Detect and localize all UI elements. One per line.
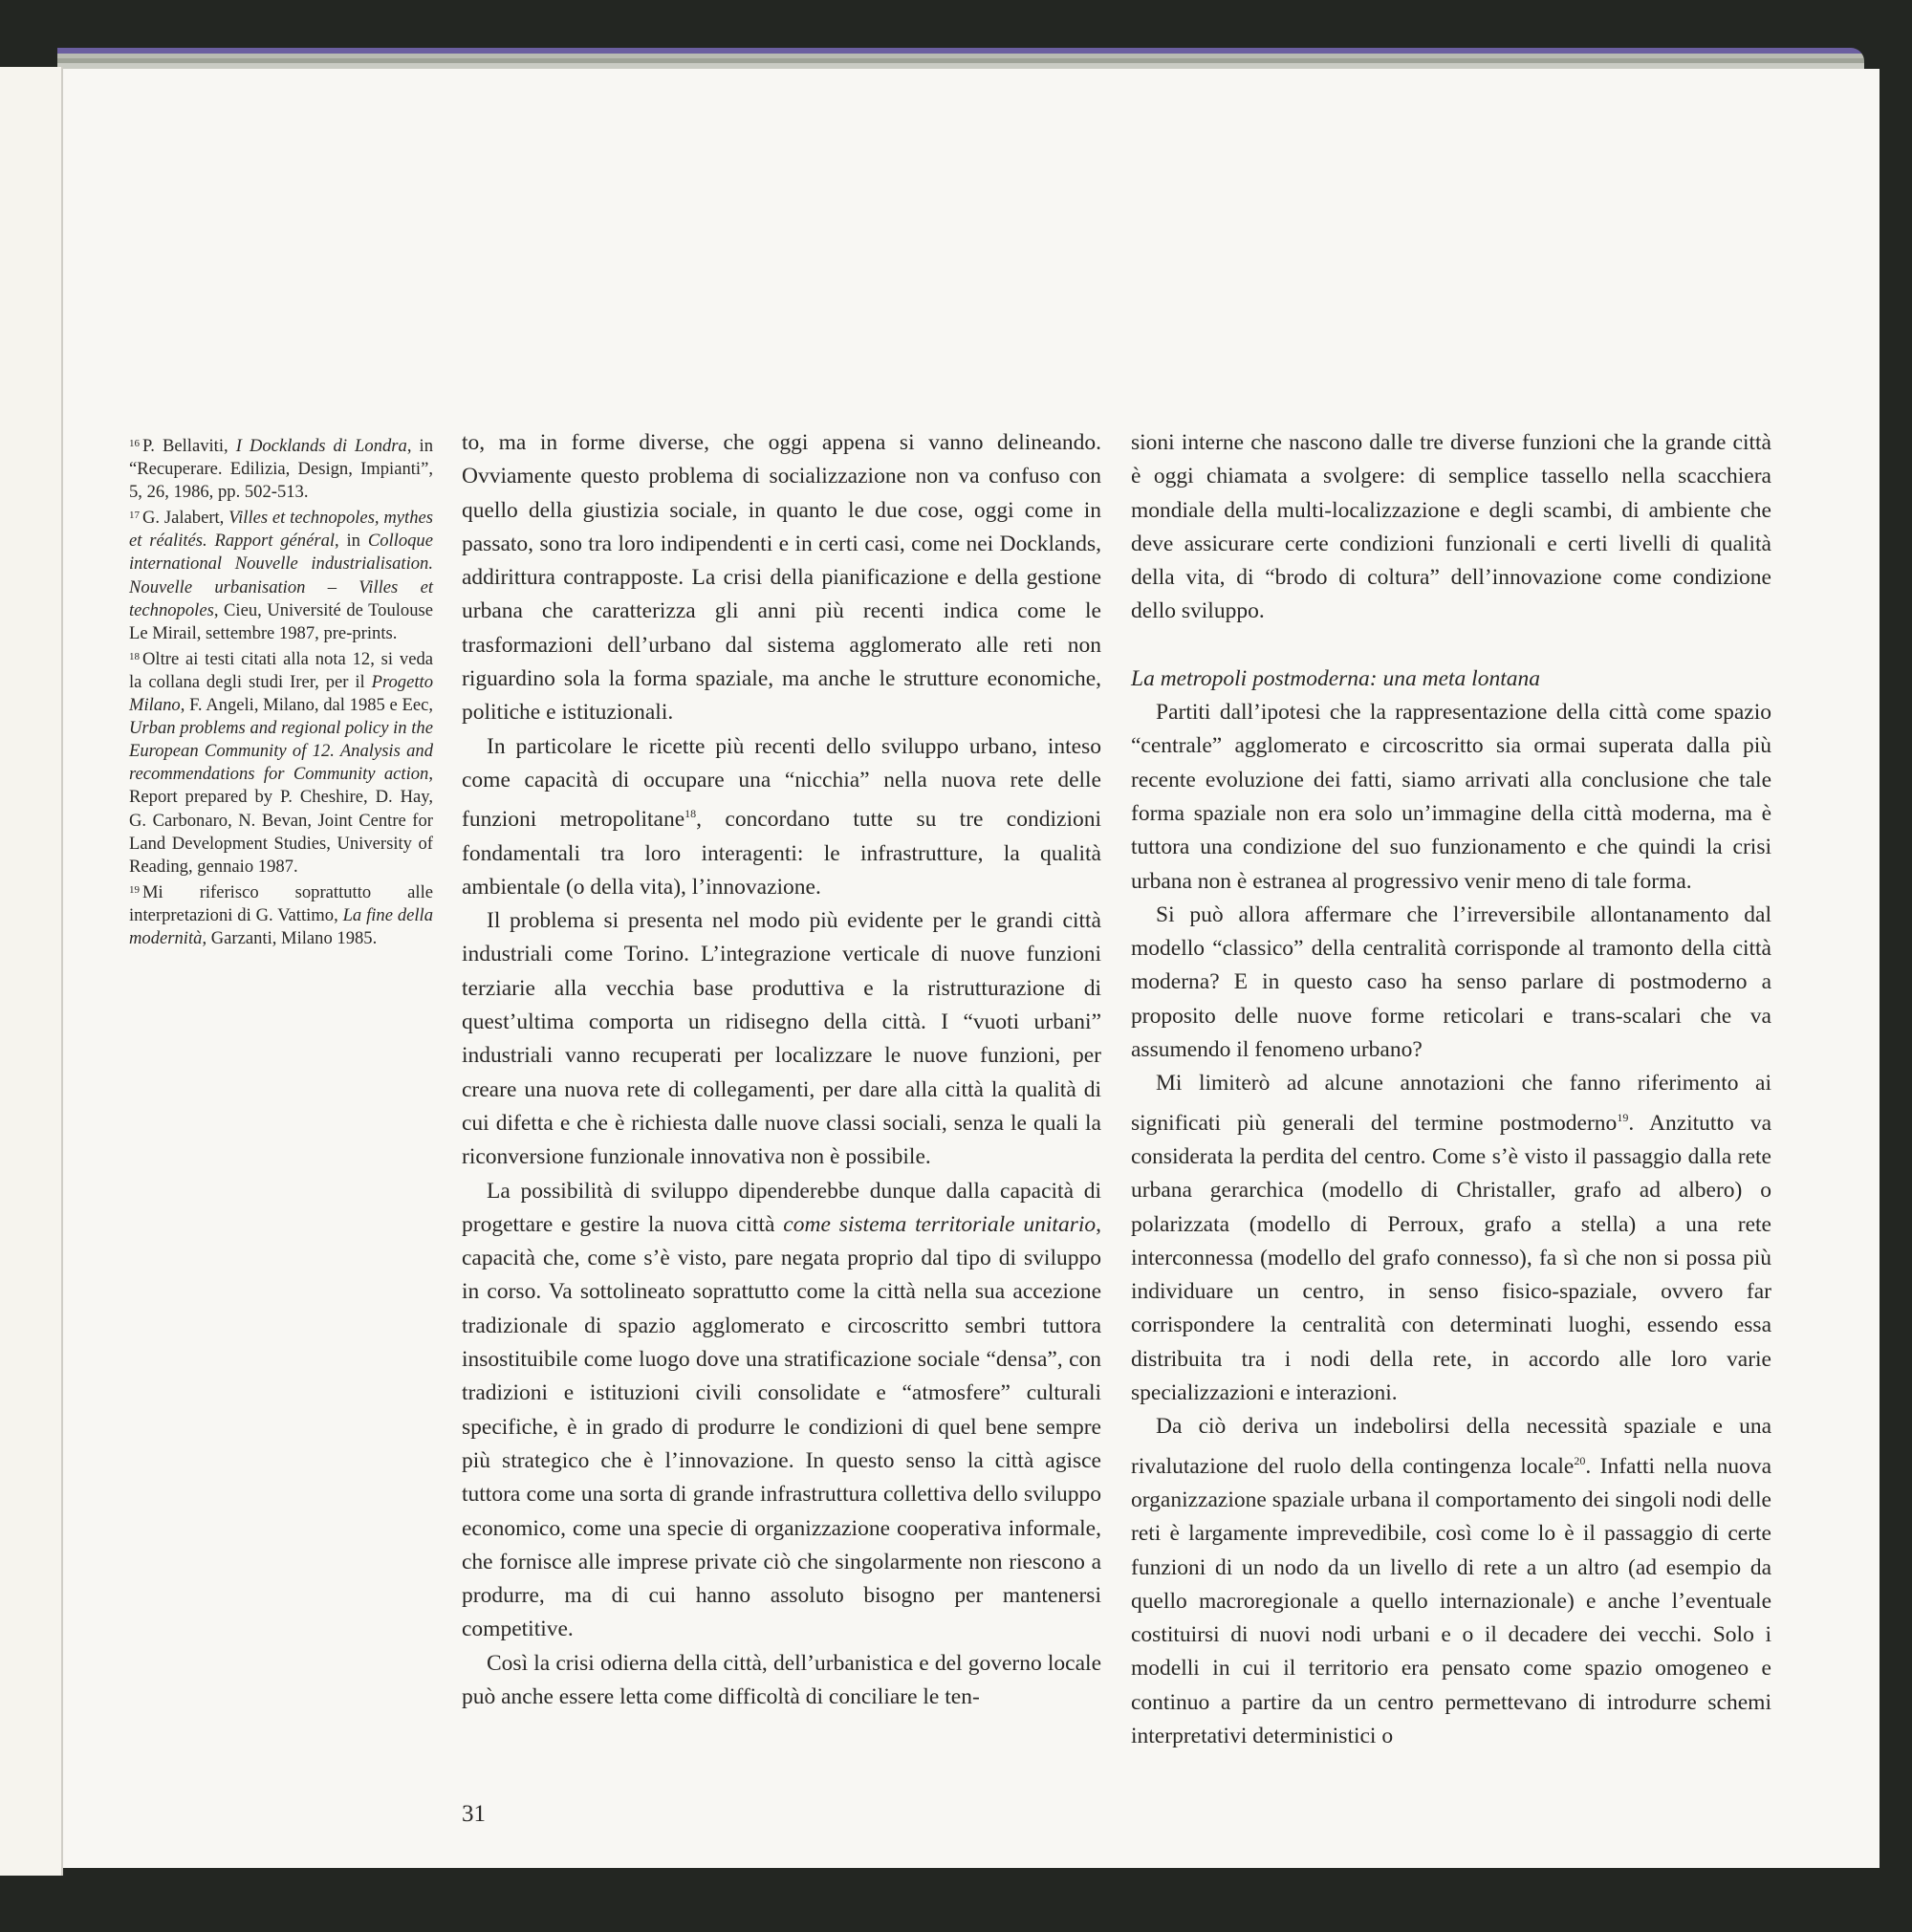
body-paragraph: [1131, 426, 1771, 629]
footnote: [129, 879, 433, 950]
italic-text: come sistema territoriale unitario: [783, 1211, 1097, 1237]
footnote-ref: 19: [1617, 1110, 1629, 1124]
text-run: , capacità che, come s’è visto, pare negata proprio dal tipo di sviluppo in corso. Va sottolineato soprattutto come la città nella sua accezione tradizionale di spazio agglomerato e circoscritto sembri tuttora insostituibile come luogo dove una stratificazione sociale “densa”, con tradizioni e istituzioni civili consolidate e “atmosfere” culturali specifiche, è in grado di produrre le condizioni di quel bene sempre più strategico che è l’innovazione. In questo senso la città agisce tuttora come una sorta di grande infrastruttura collettiva dello sviluppo economico, come una specie di organizzazione cooperativa informale, che fornisce alle imprese private ciò che singolarmente non riescono a produrre, ma di cui hanno assoluto bisogno per mantenersi competitive.: [462, 1211, 1101, 1642]
footnotes-column: [129, 432, 433, 950]
body-paragraph: [462, 730, 1101, 904]
italic-text: I Docklands di Londra: [235, 436, 407, 456]
section-heading: La metropoli postmoderna: una meta lontana: [1131, 665, 1540, 691]
italic-text: Colloque international Nouvelle industrialisation. Nouvelle urbanisation – Villes et technopoles: [129, 531, 433, 620]
footnote-number: 16: [129, 438, 140, 449]
text-run: Il problema si presenta nel modo più evidente per le grandi città industriali come Torino. L’integrazione verticale di nuove funzioni terziarie alla vecchia base produttiva e la ristrutturazione di quest’ultima comporta un ridisegno della città. I “vuoti urbani” industriali vanno recuperati per localizzare le nuove funzioni, per creare una nuova rete di collegamenti, per dare alla città la qualità di cui difetta e che è richiesta dalle nuove classi sociali, senza le quali la riconversione funzionale innovativa non è possibile.: [462, 908, 1101, 1170]
footnote-number: 17: [129, 510, 140, 522]
text-run: , in: [335, 531, 368, 552]
italic-text: Villes et technopoles, mythes et réalités. Rapport général: [129, 508, 434, 552]
footnote-number: 18: [129, 650, 140, 662]
text-run: Partiti dall’ipotesi che la rappresentazione della città come spazio “centrale” agglomerato e circoscritto sia ormai superata dalla più recente evoluzione dei fatti, siamo arrivati alla conclusione che tale forma spaziale non era solo un’immagine della città moderna, ma è tuttora una condizione del suo funzionamento e che quindi la crisi urbana non è estranea al progressivo venir meno di tale forma.: [1131, 700, 1771, 894]
body-paragraph: [1131, 899, 1771, 1067]
page-stack-edge: [57, 48, 1864, 71]
body-paragraph: [462, 904, 1101, 1174]
italic-text: Urban problems and regional policy in the European Community of 12. Analysis and recommendations for Community action: [129, 718, 433, 785]
text-run: G. Jalabert,: [142, 508, 229, 529]
text-run: , Cieu, Université de Toulouse Le Mirail, settembre 1987, pre-prints.: [129, 599, 433, 643]
text-run: Si può allora affermare che l’irreversibile allontanamento dal modello “classico” della centralità corrisponde al tramonto della città moderna? E in questo caso ha senso parlare di postmoderno a proposito delle nuove forme reticolari e trans-scalari che va assumendo il fenomeno urbano?: [1131, 901, 1771, 1063]
text-run: Mi limiterò ad alcune annotazioni che fanno riferimento ai significati più generali del termine postmoderno: [1131, 1071, 1771, 1136]
page-number: 31: [462, 1801, 486, 1827]
body-paragraph: [1131, 1067, 1771, 1410]
text-run: , concordano tutte su tre condizioni fondamentali tra loro interagenti: le infrastrutture, la qualità ambientale (o della vita), l’innovazione.: [462, 807, 1102, 900]
left-page-strip: [0, 67, 63, 1876]
text-run: Da ciò deriva un indebolirsi della necessità spaziale e una rivalutazione del ruolo della contingenza locale: [1131, 1414, 1771, 1479]
text-run: La possibilità di sviluppo dipenderebbe dunque dalla capacità di progettare e gestire la nuova città: [462, 1178, 1101, 1237]
text-run: . Infatti nella nuova organizzazione spaziale urbana il comportamento dei singoli nodi delle reti è largamente imprevedibile, così come lo è il passaggio di certe funzioni di un nodo da un livello di rete a un altro (ad esempio da quello macroregionale a quello internazionale) e anche l’eventuale costituirsi di nuovi nodi urbani e o il decadere dei vecchi. Solo i modelli in cui il territorio era pensato come spazio omogeneo e continuo a partire da un centro permettevano di introdurre schemi interpretativi deterministici o: [1131, 1453, 1771, 1748]
text-run: sioni interne che nascono dalle tre diverse funzioni che la grande città è oggi chiamata a svolgere: di semplice tassello nella scacchiera mondiale della multi-localizzazione e degli scambi, di ambiente che deve assicurare certe condizioni funzionali e certi livelli di qualità della vita, di “brodo di coltura” dell’innovazione come condizione dello sviluppo.: [1131, 430, 1771, 624]
footnote-number: 19: [129, 883, 140, 896]
italic-text: Progetto Milano: [129, 671, 433, 716]
text-run: Mi riferisco soprattutto alle interpretazioni di G. Vattimo,: [129, 881, 433, 925]
text-run: , F. Angeli, Milano, dal 1985 e Eec,: [180, 695, 433, 716]
text-run: . Anzitutto va considerata la perdita del centro. Come s’è visto il passaggio dalla rete urbana gerarchica (modello di Christaller, grafo ad albero) o polarizzata (modello di Perroux, grafo a stella) a una rete interconnessa (modello del grafo connesso), fa sì che non si possa più individuare un centro, in senso fisico-spaziale, ovvero far corrispondere la centralità con determinati luoghi, essendo essa distribuita tra i nodi della rete, in accordo alle loro varie specializzazioni e interazioni.: [1131, 1110, 1772, 1406]
body-paragraph: [462, 426, 1101, 730]
footnote-ref: 20: [1574, 1453, 1586, 1467]
text-run: , in “Recuperare. Edilizia, Design, Impianti”, 5, 26, 1986, pp. 502-513.: [129, 436, 433, 503]
body-paragraph: [1131, 1410, 1771, 1753]
footnote: [129, 645, 433, 879]
body-paragraph: [462, 1175, 1101, 1647]
text-run: to, ma in forme diverse, che oggi appena si vanno delineando. Ovviamente questo problema di socializzazione non va confuso con quello della giustizia sociale, in quanto le due cose, oggi come in passato, sono tra loro indipendenti e in certi casi, come nei Docklands, addirittura contrapposte. La crisi della pianificazione e della gestione urbana che caratterizza gli anni più recenti indica come le trasformazioni dell’urbano dal sistema agglomerato alle reti non riguardino sola la forma spaziale, ma anche le strutture economiche, politiche e istituzionali.: [462, 430, 1101, 726]
text-run: Così la crisi odierna della città, dell’urbanistica e del governo locale può anche essere letta come difficoltà di conciliare le ten-: [462, 1650, 1101, 1709]
italic-text: La fine della modernità: [129, 904, 433, 948]
text-run: P. Bellaviti,: [142, 436, 236, 456]
footnote-ref: 18: [684, 807, 697, 821]
footnote: [129, 504, 433, 645]
text-run: , Garzanti, Milano 1985.: [202, 927, 378, 948]
text-run: Oltre ai testi citati alla nota 12, si veda la collana degli studi Irer, per il: [129, 648, 433, 692]
body-paragraph: [462, 1647, 1101, 1715]
text-run: In particolare le ricette più recenti dello sviluppo urbano, inteso come capacità di occupare una “nicchia” nella nuova rete delle funzioni metropolitane: [462, 733, 1101, 833]
footnote: [129, 432, 433, 504]
body-paragraph: [1131, 696, 1771, 899]
body-column-2: [1131, 426, 1771, 1753]
text-run: , Report prepared by P. Cheshire, D. Hay, G. Carbonaro, N. Bevan, Joint Centre for Land Development Studies, University of Reading, gennaio 1987.: [129, 764, 433, 877]
body-column-1: [462, 426, 1101, 1714]
